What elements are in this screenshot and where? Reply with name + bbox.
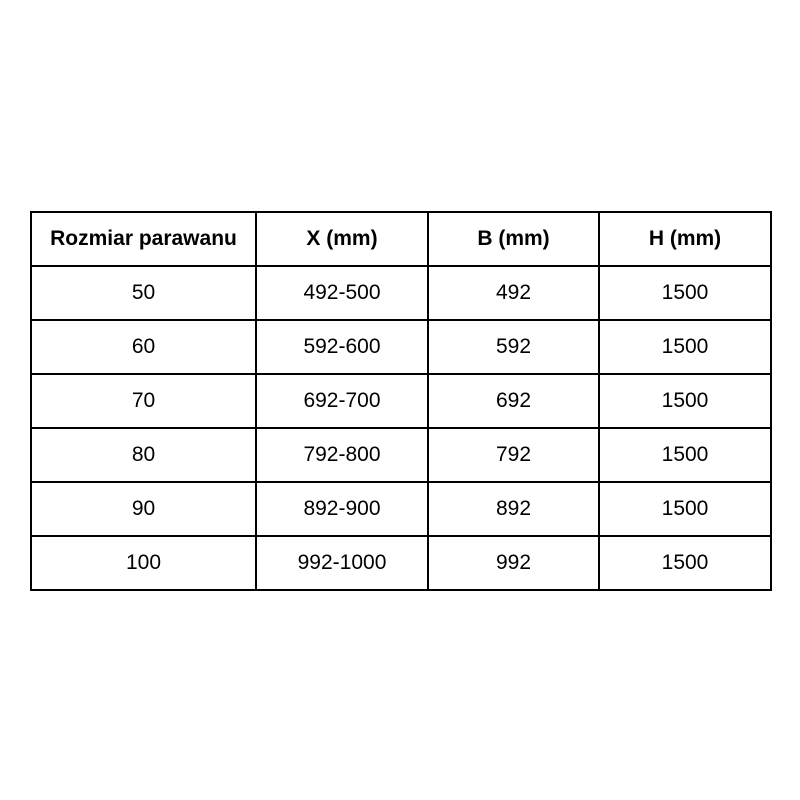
- cell-b: 492: [428, 266, 599, 320]
- cell-x: 792-800: [256, 428, 428, 482]
- cell-h: 1500: [599, 266, 771, 320]
- screen-size-table: [30, 211, 772, 591]
- cell-x: 892-900: [256, 482, 428, 536]
- cell-rozmiar: 70: [31, 374, 256, 428]
- cell-b: 892: [428, 482, 599, 536]
- table-row: [31, 482, 771, 536]
- cell-x: 992-1000: [256, 536, 428, 590]
- header-rozmiar-parawanu: Rozmiar parawanu: [31, 212, 256, 266]
- cell-b: 992: [428, 536, 599, 590]
- header-h-mm: H (mm): [599, 212, 771, 266]
- cell-h: 1500: [599, 536, 771, 590]
- table-row: [31, 374, 771, 428]
- cell-x: 492-500: [256, 266, 428, 320]
- table-row: [31, 536, 771, 590]
- table-header-row: [31, 212, 771, 266]
- cell-h: 1500: [599, 320, 771, 374]
- cell-b: 592: [428, 320, 599, 374]
- header-x-mm: X (mm): [256, 212, 428, 266]
- header-b-mm: B (mm): [428, 212, 599, 266]
- cell-rozmiar: 80: [31, 428, 256, 482]
- cell-h: 1500: [599, 428, 771, 482]
- cell-rozmiar: 90: [31, 482, 256, 536]
- cell-b: 792: [428, 428, 599, 482]
- table-row: [31, 320, 771, 374]
- cell-b: 692: [428, 374, 599, 428]
- cell-rozmiar: 50: [31, 266, 256, 320]
- cell-x: 592-600: [256, 320, 428, 374]
- table-row: [31, 266, 771, 320]
- cell-h: 1500: [599, 374, 771, 428]
- cell-rozmiar: 60: [31, 320, 256, 374]
- cell-h: 1500: [599, 482, 771, 536]
- table-row: [31, 428, 771, 482]
- cell-x: 692-700: [256, 374, 428, 428]
- cell-rozmiar: 100: [31, 536, 256, 590]
